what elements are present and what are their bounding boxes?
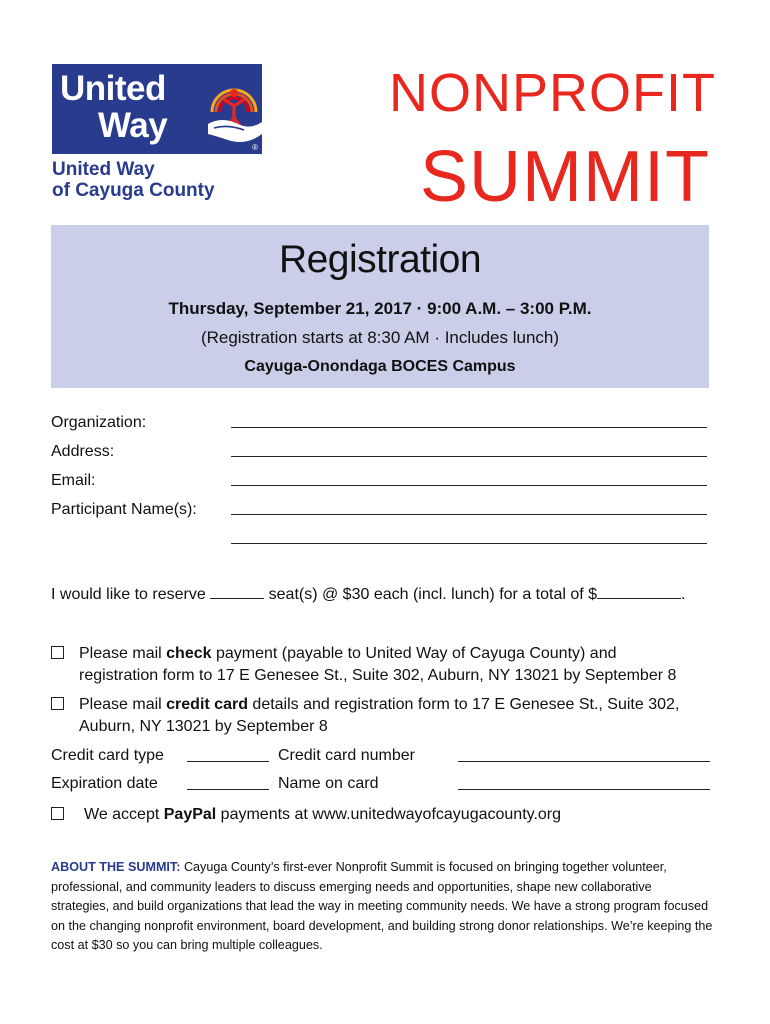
email-label: Email: [51, 472, 96, 489]
registration-title: Registration [278, 238, 482, 281]
logo-subtitle-line1: United Way [52, 159, 155, 180]
reserve-prefix: I would like to reserve [51, 586, 206, 603]
about-heading: ABOUT THE SUMMIT: [51, 860, 181, 874]
card-option-line2: Auburn, NY 13021 by September 8 [79, 718, 328, 735]
reserve-middle: seat(s) @ $30 each (incl. lunch) for a total of $ [268, 586, 598, 603]
card-option-post: details and registration form to 17 E Genesee St., Suite 302, [247, 696, 680, 713]
about-section [51, 858, 713, 956]
reserve-suffix: . [681, 586, 686, 603]
united-way-logo [52, 64, 262, 201]
cc-type-label: Credit card type [51, 747, 164, 764]
card-option-bold: credit card [166, 696, 248, 713]
organization-label: Organization: [51, 414, 147, 431]
event-registration-note: (Registration starts at 8:30 AM · Includes lunch) [200, 328, 560, 347]
event-location: Cayuga-Onondaga BOCES Campus [244, 358, 516, 375]
reserve-line [51, 585, 686, 605]
check-option-line2: registration form to 17 E Genesee St., Suite 302, Auburn, NY 13021 by September 8 [79, 667, 677, 684]
address-field[interactable] [231, 456, 707, 457]
logo-word-way: Way [98, 106, 168, 145]
card-option-pre: Please mail [79, 696, 167, 713]
paypal-checkbox[interactable] [51, 807, 64, 820]
seats-field[interactable] [210, 598, 264, 599]
check-option-line1 [79, 644, 617, 664]
cc-number-label: Credit card number [278, 747, 415, 764]
logo-box [52, 64, 262, 154]
logo-word-united: United [60, 69, 166, 108]
expiration-field[interactable] [187, 789, 269, 790]
expiration-label: Expiration date [51, 775, 158, 792]
credit-card-checkbox[interactable] [51, 697, 64, 710]
headline-nonprofit: NONPROFIT [389, 63, 716, 123]
registration-banner [51, 225, 709, 388]
total-field[interactable] [597, 598, 681, 599]
participant-field-1[interactable] [231, 514, 707, 515]
organization-field[interactable] [231, 427, 707, 428]
event-date: Thursday, September 21, 2017 · 9:00 A.M. – 3:00 P.M. [168, 299, 592, 318]
paypal-option [84, 805, 561, 825]
check-option-bold: check [166, 645, 212, 662]
email-field[interactable] [231, 485, 707, 486]
cc-number-field[interactable] [458, 761, 710, 762]
headline-summit: SUMMIT [420, 137, 710, 217]
check-payment-checkbox[interactable] [51, 646, 64, 659]
paypal-option-pre: We accept [84, 806, 164, 823]
check-option-pre: Please mail [79, 645, 167, 662]
card-option-line1 [79, 695, 679, 715]
participant-field-2[interactable] [231, 543, 707, 544]
paypal-option-post: payments at www.unitedwayofcayugacounty.org [216, 806, 562, 823]
check-option-post: payment (payable to United Way of Cayuga County) and [211, 645, 617, 662]
name-on-card-label: Name on card [278, 775, 379, 792]
paypal-option-bold: PayPal [163, 806, 217, 823]
helping-hand-icon [202, 72, 264, 150]
address-label: Address: [51, 443, 115, 460]
logo-subtitle [52, 159, 262, 201]
about-body: Cayuga County’s first-ever Nonprofit Summit is focused on bringing together volunteer, professional, and community leaders to discuss emerging needs and opportunities, shape new collaborative strategies, and build organizations that lead the way in meeting community needs. We have a strong program focused on the changing nonprofit environment, board development, and building strong donor relationships. We’re keeping the cost at $30 so you can bring multiple colleagues. [51, 860, 713, 952]
participants-label: Participant Name(s): [51, 501, 197, 518]
logo-subtitle-line2: of Cayuga County [52, 180, 215, 201]
registered-mark: ® [252, 143, 258, 152]
cc-type-field[interactable] [187, 761, 269, 762]
name-on-card-field[interactable] [458, 789, 710, 790]
